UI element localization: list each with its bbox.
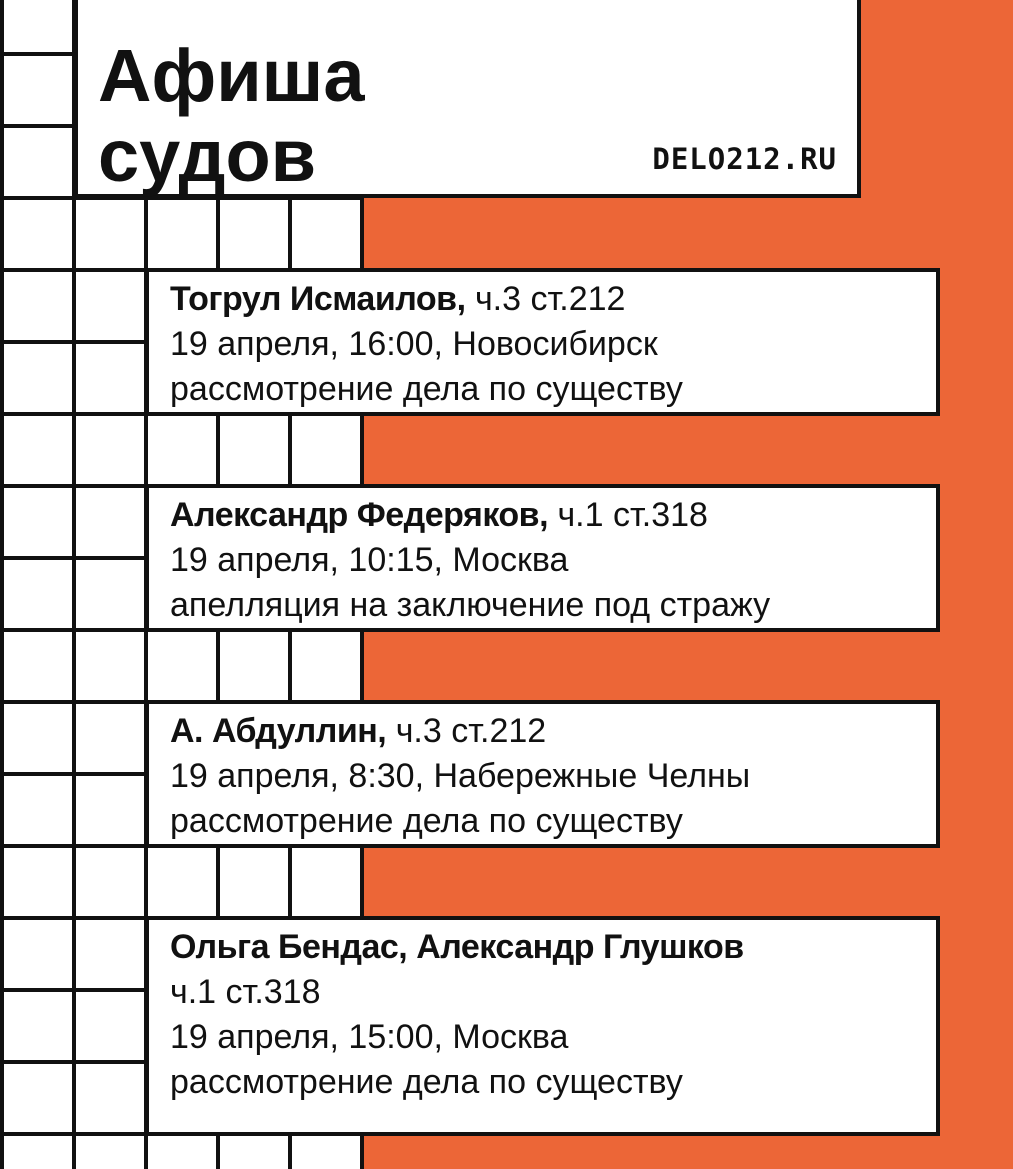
card-heading xyxy=(170,277,936,322)
header-panel xyxy=(74,0,861,198)
article-ref: ч.3 ст.212 xyxy=(474,280,626,318)
hearing-card xyxy=(145,268,940,416)
defendant-name: А. Абдуллин, xyxy=(170,712,387,750)
hearing-card xyxy=(145,484,940,632)
hearing-card xyxy=(145,916,940,1136)
title-line-2: судов xyxy=(98,114,317,197)
page-title xyxy=(98,36,365,196)
date-time-place: 19 апреля, 15:00, Москва xyxy=(170,1018,569,1056)
hearing-stage: рассмотрение дела по существу xyxy=(170,1063,683,1101)
hearing-card xyxy=(145,700,940,848)
defendant-name: Ольга Бендас, Александр Глушков xyxy=(170,928,744,966)
article-ref: ч.1 ст.318 xyxy=(170,973,321,1011)
hearing-stage: апелляция на заключение под стражу xyxy=(170,586,771,624)
site-domain: DELO212.RU xyxy=(652,142,837,176)
hearing-stage: рассмотрение дела по существу xyxy=(170,802,683,840)
card-heading xyxy=(170,493,936,538)
date-time-place: 19 апреля, 10:15, Москва xyxy=(170,541,569,579)
date-time-place: 19 апреля, 16:00, Новосибирск xyxy=(170,325,658,363)
article-ref: ч.3 ст.212 xyxy=(395,712,547,750)
card-heading xyxy=(170,709,936,754)
date-time-place: 19 апреля, 8:30, Набережные Челны xyxy=(170,757,751,795)
defendant-name: Александр Федеряков, xyxy=(170,496,549,534)
defendant-name: Тогрул Исмаилов, xyxy=(170,280,466,318)
title-line-1: Афиша xyxy=(98,34,365,117)
hearing-stage: рассмотрение дела по существу xyxy=(170,370,683,408)
article-ref: ч.1 ст.318 xyxy=(557,496,708,534)
